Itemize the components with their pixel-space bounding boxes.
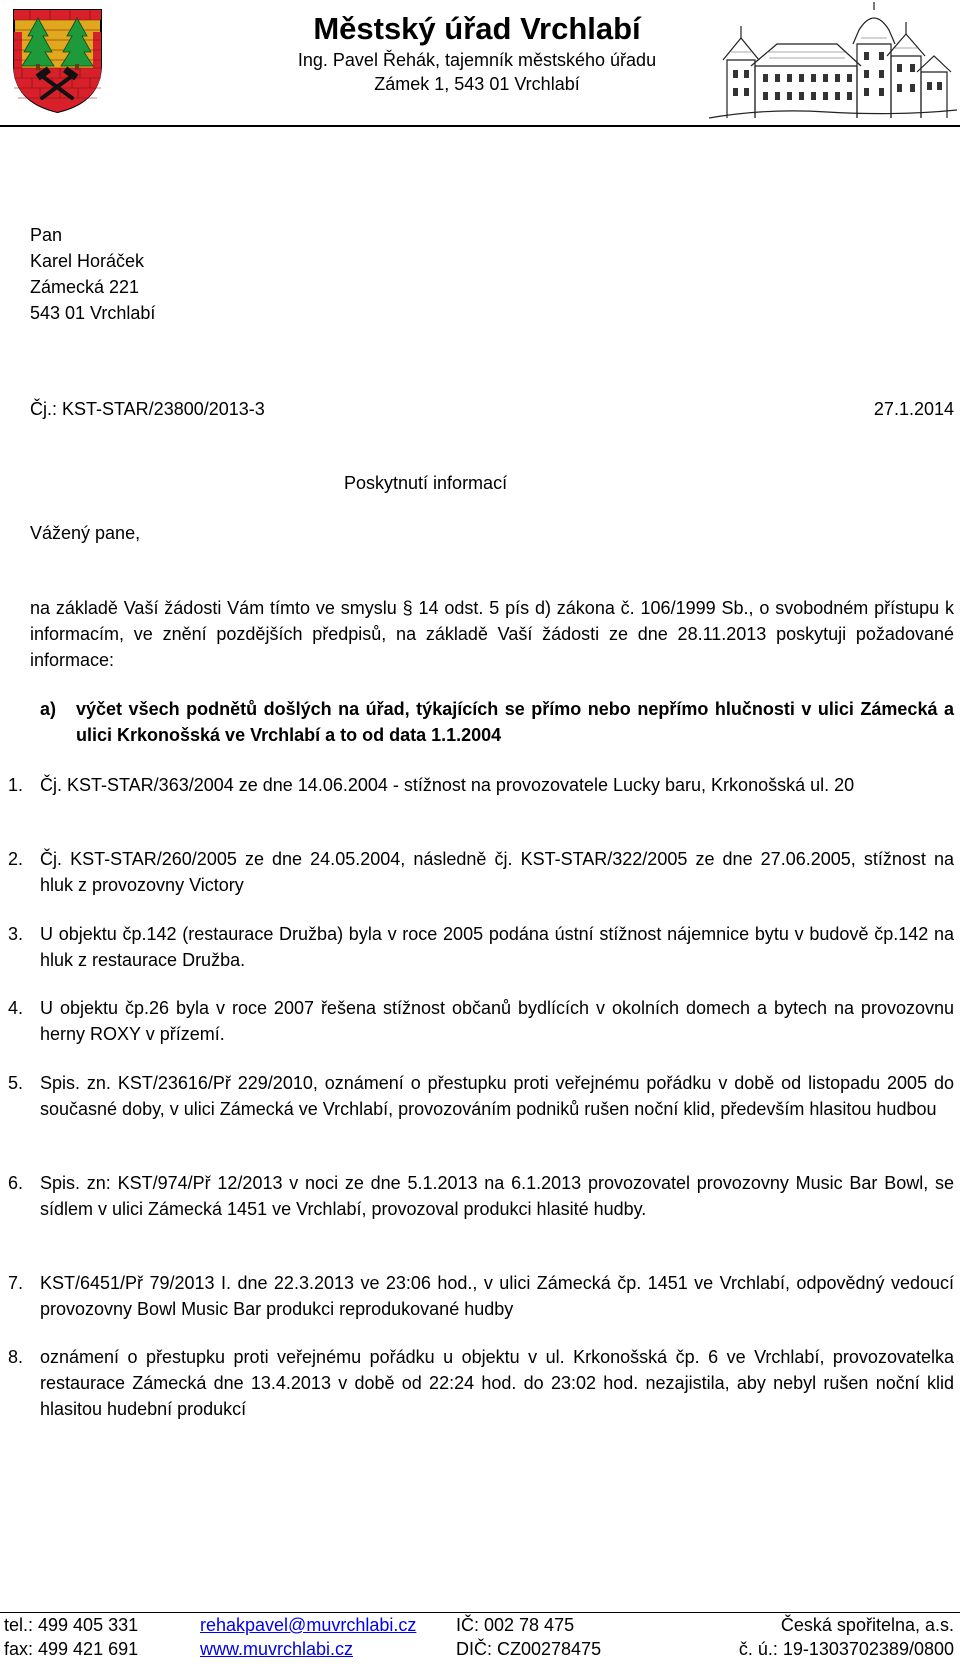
list-item: Spis. zn. KST/23616/Př 229/2010, oznámení o přestupku proti veřejnému pořádku v době od listopadu 2005 do současné doby, v ulici Zámecká ve Vrchlabí, provozováním podniků rušen noční klid, především hlasitou hudbou bbox=[40, 1073, 954, 1119]
salutation: Vážený pane, bbox=[30, 523, 141, 543]
footer-dic: DIČ: CZ00278475 bbox=[456, 1639, 602, 1659]
footer-divider bbox=[0, 1612, 960, 1613]
footer-account: č. ú.: 19-1303702389/0800 bbox=[738, 1639, 954, 1659]
footer-email-link[interactable]: rehakpavel@muvrchlabi.cz bbox=[200, 1615, 417, 1635]
list-item-number: 3. bbox=[8, 924, 24, 944]
office-name: Městský úřad Vrchlabí bbox=[313, 11, 641, 46]
list-item-number: 4. bbox=[8, 998, 24, 1018]
list-item: KST/6451/Př 79/2013 I. dne 22.3.2013 ve 23:06 hod., v ulici Zámecká čp. 1451 ve Vrchlabí, odpovědný vedoucí provozovny Bowl Music Bar produkci reprodukované hudby bbox=[40, 1273, 954, 1319]
list-item: Spis. zn: KST/974/Př 12/2013 v noci ze dne 5.1.2013 na 6.1.2013 provozovatel provozovny Music Bar Bowl, se sídlem v ulici Zámecká 1451 ve Vrchlabí, provozoval produkci hlasité hudby. bbox=[40, 1173, 954, 1219]
reference-number: Čj.: KST-STAR/23800/2013-3 bbox=[30, 399, 265, 419]
recipient-address bbox=[30, 222, 155, 326]
recipient-line: Karel Horáček bbox=[30, 251, 145, 271]
office-address: Zámek 1, 543 01 Vrchlabí bbox=[374, 74, 580, 94]
list-item-number: 2. bbox=[8, 849, 24, 869]
section-heading: výčet všech podnětů došlých na úřad, týkajících se přímo nebo nepřímo hlučnosti v ulici Zámecká a ulici Krkonošská ve Vrchlabí a to od data 1.1.2004 bbox=[76, 699, 954, 745]
list-item-number: 5. bbox=[8, 1073, 24, 1093]
list-item: U objektu čp.142 (restaurace Družba) byla v roce 2005 podána ústní stížnost nájemnice bytu v budově čp.142 na hluk z restaurace Družba. bbox=[40, 924, 954, 970]
footer-bank: Česká spořitelna, a.s. bbox=[780, 1615, 954, 1635]
subject-heading: Poskytnutí informací bbox=[344, 473, 508, 493]
list-item: Čj. KST-STAR/260/2005 ze dne 24.05.2004, následně čj. KST-STAR/322/2005 ze dne 27.06.2005, stížnost na hluk z provozovny Victory bbox=[40, 849, 954, 895]
header-divider bbox=[0, 125, 960, 127]
list-item-number: 6. bbox=[8, 1173, 24, 1193]
coat-of-arms-logo bbox=[10, 6, 105, 116]
castle-illustration bbox=[707, 0, 959, 122]
footer-phone: tel.: 499 405 331 bbox=[4, 1615, 139, 1635]
recipient-line: 543 01 Vrchlabí bbox=[30, 303, 156, 323]
list-item-number: 7. bbox=[8, 1273, 24, 1293]
footer-fax: fax: 499 421 691 bbox=[4, 1639, 139, 1659]
list-item: Čj. KST-STAR/363/2004 ze dne 14.06.2004 - stížnost na provozovatele Lucky baru, Krkonošská ul. 20 bbox=[40, 775, 855, 795]
section-marker: a) bbox=[40, 699, 57, 719]
intro-paragraph: na základě Vaší žádosti Vám tímto ve smyslu § 14 odst. 5 pís d) zákona č. 106/1999 Sb., o svobodném přístupu k informacím, ve znění pozdějších předpisů, na základě Vaší žádosti ze dne 28.11.2013 poskytuji požadované informace: bbox=[30, 598, 954, 670]
recipient-line: Pan bbox=[30, 225, 63, 245]
recipient-line: Zámecká 221 bbox=[30, 277, 140, 297]
list-item-number: 1. bbox=[8, 775, 24, 795]
letter-date: 27.1.2014 bbox=[873, 399, 954, 419]
footer-ic: IČ: 002 78 475 bbox=[456, 1615, 575, 1635]
official-name: Ing. Pavel Řehák, tajemník městského úřadu bbox=[297, 50, 657, 70]
footer-web-link[interactable]: www.muvrchlabi.cz bbox=[200, 1639, 354, 1659]
list-item: U objektu čp.26 byla v roce 2007 řešena stížnost občanů bydlících v okolních domech a bytech na provozovnu herny ROXY v přízemí. bbox=[40, 998, 954, 1044]
list-item-number: 8. bbox=[8, 1347, 24, 1367]
list-item: oznámení o přestupku proti veřejnému pořádku u objektu v ul. Krkonošská čp. 6 ve Vrchlabí, provozovatelka restaurace Zámecká dne 13.4.2013 v době od 22:24 hod. do 23:02 hod. nezajistila, aby nebyl rušen noční klid hlasitou hudební produkcí bbox=[40, 1347, 954, 1419]
